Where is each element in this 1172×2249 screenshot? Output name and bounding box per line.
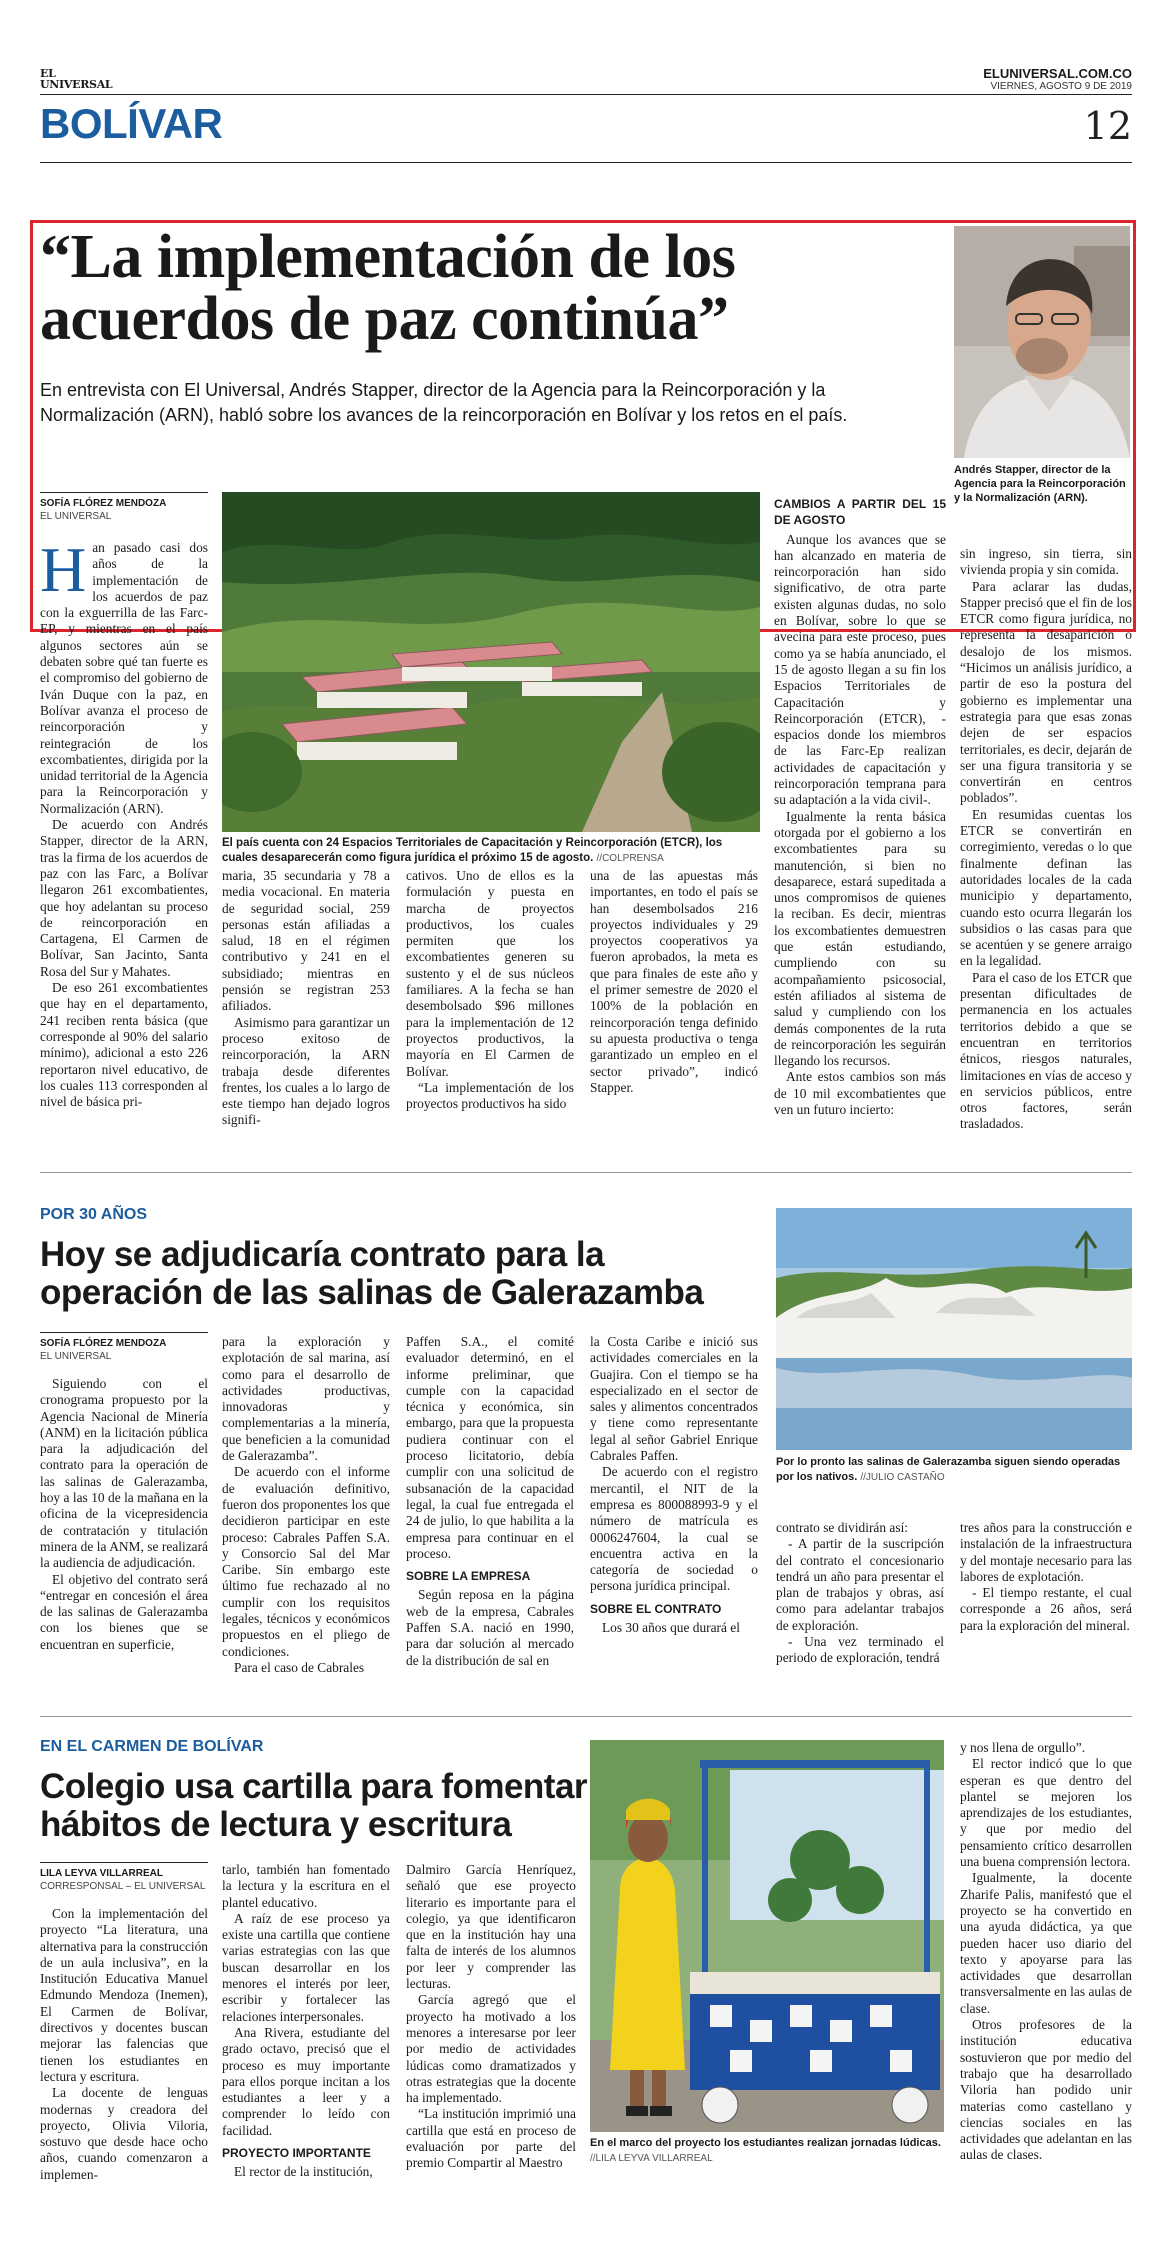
story2-outlet: EL UNIVERSAL <box>40 1351 112 1362</box>
section-rule <box>40 162 1132 163</box>
story2-column-3: Paffen S.A., el comité evaluador determinó, en el informe preliminar, que cumple con la capacidad técnica y económica, sin embargo, para que la propuesta pudiera continuar con el proceso licitatorio, debía cumplir con una solicitud de subsanación de la capacidad legal, la cual fue entregada el 24 de julio, lo que habilita a la empresa para continuar en el proceso. SOBRE LA EMPRESA Según reposa en la página web de la empresa, Cabrales Paffen S.A. nació en 1990, para dar solución al mercado de la distribución de sal en <box>406 1334 574 1668</box>
section-title: BOLÍVAR <box>40 100 223 147</box>
story3-outlet: CORRESPONSAL – EL UNIVERSAL <box>40 1881 206 1892</box>
story2-photo <box>776 1208 1132 1450</box>
story1-column-6: sin ingreso, sin tierra, sin vivienda propia y sin comida. Para aclarar las dudas, Stapper precisó que el fin de los ETCR como figura jurídica, no representa la desaparición o desalojo de los mismos. “Hicimos un análisis jurídico, a partir de eso la postura del gobierno es implementar una estrategia para que esas zonas dejen de ser espacios territoriales, es decir, dejarán de ser una figura transitoria y se convertirán en centros poblados”. En resumidas cuentas los ETCR se convertirán en corregimiento, veredas o lo que finalmente definan las autoridades locales de la cada municipio y departamento, cuando esto ocurra llegarán los subsidios o las casas para que se acentúen y se genere arraigo en la legalidad. Para el caso de los ETCR que presentan dificultades de permanencia en los actuales territorios debido a que se encuentran en territorios étnicos, riesgos naturales, limitaciones en vías de acceso y en servicios públicos, entre otros factores, serán trasladados. <box>960 546 1132 1132</box>
story2-column-1: Siguiendo con el cronograma propuesto por la Agencia Nacional de Minería (ANM) en la licitación pública para la adjudicación del contrato para la operación de las salinas de Galerazamba, hoy a las 10 de la mañana en la oficina de la vicepresidencia de contratación y titulación minera de la ANM, se realizará la audiencia de adjudicación. El objetivo del contrato será “entregar en concesión el área de las salinas de Galerazamba con los bienes que se encuentran en superficie, <box>40 1376 208 1652</box>
story3-column-2: tarlo, también han fomentado la lectura y la escritura en el plantel educativo. A raíz de ese proceso ya existe una cartilla que contiene varias estrategias con las que buscan desarrollar en los menores el interés por leer, escribir y fortalecer las relaciones interpersonales. Ana Rivera, estudiante del grado octavo, precisó que el proceso es muy importante para ellos porque incitan a los estudiantes a leer y a comprender lo leído con facilidad. PROYECTO IMPORTANTE El rector de la institución, <box>222 1862 390 2180</box>
story3-photo-caption: En el marco del proyecto los estudiantes realizan jornadas lúdicas. //LILA LEYVA VILLARREAL <box>590 2137 941 2164</box>
portrait-caption: Andrés Stapper, director de la Agencia para la Reincorporación y la Normalización (ARN). <box>954 464 1126 504</box>
story3-photo <box>590 1740 944 2132</box>
story1-column-4: una de las apuestas más importantes, en todo el país se han desembolsados 216 proyectos individuales y 29 proyectos cooperativos ya fueron aprobados, la meta es que para finales de este año y el primer semestre de 2020 el 100% de la población en reincorporación tenga definido su apuesta productiva o tenga garantizado un empleo en el sector privado”, indicó Stapper. <box>590 868 758 1095</box>
story1-column-1: H an pasado casi dos años de la implementación de los acuerdos de paz con la exguerrilla de las Farc-EP, y mientras en el país algunos sectores aún se debaten sobre qué tan fuerte es el compromiso del gobierno de Iván Duque con la paz, en Bolívar avanza el proceso de reincorporación y reintegración de los excombatientes, dirigida por la unidad territorial de la Agencia para la Reincorporación y Normalización (ARN). De acuerdo con Andrés Stapper, director de la ARN, tras la firma de los acuerdos de paz con las Farc, a Bolívar llegaron 261 excombatientes, que hoy adelantan su proceso de reincorporación en Cartagena, El Carmen de Bolívar, San Jacinto, Santa Rosa del Sur y Mahates. De eso 261 excombatientes que hay en el departamento, 241 reciben renta básica (que corresponde al 90% del salario mínimo), adicional a esto 226 reportaron nivel educativo, de los cuales 113 corresponden al nivel de básica pri- <box>40 540 208 1110</box>
story2-column-4: la Costa Caribe e inició sus actividades comerciales en la Guajira. Con el tiempo se ha especializado en el sector de sales y alimentos concentrados y tiene como representante legal al señor Gabriel Enrique Cabrales Paffen. De acuerdo con el registro mercantil, el NIT de la empresa es 800088993-9 y el número de matrícula es 0006247604, la cual se encuentra activa en la categoría de sociedad o persona jurídica principal. SOBRE EL CONTRATO Los 30 años que durará el <box>590 1334 758 1636</box>
story1-column-2: maria, 35 secundaria y 78 a media vocacional. En materia de seguridad social, 259 personas están afiliadas a salud, 18 en el régimen contributivo y 241 en el subsidiado; mientras en pensión se registran 253 afiliados. Asimismo para garantizar un proceso exitoso de reincorporación, la ARN trabaja desde diferentes frentes, los cuales a lo largo de este tiempo han dejado logros signifi- <box>222 868 390 1128</box>
story-divider <box>40 1172 1132 1173</box>
story1-photo-credit: //COLPRENSA <box>596 853 664 864</box>
issue-date: VIERNES, AGOSTO 9 DE 2019 <box>990 81 1132 92</box>
story1-column-3: cativos. Uno de ellos es la formulación y puesta en marcha de proyectos productivos, los cuales permiten que los excombatientes generen su sustento y el de sus núcleos familiares. A la fecha se han desembolsado $96 millones para la implementación de 12 proyectos productivos, la mayoría en El Carmen de Bolívar. “La implementación de los proyectos productivos ha sido <box>406 868 574 1112</box>
story3-headline: Colegio usa cartilla para fomentar hábitos de lectura y escritura <box>40 1767 588 1844</box>
story2-kicker: POR 30 AÑOS <box>40 1206 147 1223</box>
masthead-rule <box>40 94 1132 95</box>
story1-subhead: CAMBIOS A PARTIR DEL 15 DE AGOSTO <box>774 497 946 528</box>
story3-byline <box>40 1862 208 1893</box>
page-number: 12 <box>1083 104 1132 148</box>
story2-photo-caption: Por lo pronto las salinas de Galerazamba siguen siendo operadas por los nativos. //JULIO CASTAÑO <box>776 1456 1121 1483</box>
story1-column-5: CAMBIOS A PARTIR DEL 15 DE AGOSTO Aunque los avances que se han alcanzado en materia de reincorporación han sido significativo, de otra parte existen algunas dudas, no solo en Bolívar, sobre lo que se avecina para este proceso, pues como ya se había anunciado, el 15 de agosto llegan a su fin los Espacios Territoriales de Capacitación y Reincorporación (ETCR), -espacios donde los miembros de las Farc-Ep realizan actividades de capacitación y reincorporación temprana para su adaptación a la vida civil-. Igualmente la renta básica otorgada por el gobierno a los excombatientes para su manutención, si bien no desaparece, estará supeditada a unos compromisos de quienes la reciban. Es decir, mientras los excombatientes demuestren que están estudiando, cumpliendo con su acompañamiento psicosocial, estén afiliados al sistema de salud y cumpliendo con los demás componentes de la ruta de reincorporación les seguirán llegando los recursos. Ante estos cambios son más de 10 mil excombatientes que ven un futuro incierto: <box>774 497 946 1117</box>
drop-cap: H <box>40 540 87 605</box>
story1-headline: “La implementación de los acuerdos de paz continúa” <box>40 223 736 353</box>
story3-subhead: PROYECTO IMPORTANTE <box>222 2146 371 2161</box>
story1-author: SOFÍA FLÓREZ MENDOZA <box>40 492 208 510</box>
portrait-photo <box>954 226 1130 458</box>
story2-column-2: para la exploración y explotación de sal marina, así como para el desarrollo de actividades productivas, innovadoras y complementarias a la minería, que beneficien a la comunidad de Galerazamba”. De acuerdo con el informe de evaluación definitivo, fueron dos proponentes los que decidieron participar en este proceso: Cabrales Paffen S.A. y Consorcio Sal del Mar Caribe. Sin embargo este último fue rechazado al no cumplir con los requisitos legales, técnicos y económicos propuestos en el pliego de condiciones. Para el caso de Cabrales <box>222 1334 390 1675</box>
story1-photo-caption: El país cuenta con 24 Espacios Territoriales de Capacitación y Reincorporación (ETCR), los cuales desaparecerán como figura jurídica el próximo 15 de agosto. //COLPRENSA <box>222 837 723 864</box>
story1-byline <box>40 492 208 523</box>
site-url: ELUNIVERSAL.COM.CO <box>983 66 1132 81</box>
story3-kicker: EN EL CARMEN DE BOLÍVAR <box>40 1738 264 1755</box>
story3-author: LILA LEYVA VILLARREAL <box>40 1862 208 1880</box>
story2-author: SOFÍA FLÓREZ MENDOZA <box>40 1332 208 1350</box>
story2-photo-credit: //JULIO CASTAÑO <box>860 1472 945 1483</box>
story1-outlet: EL UNIVERSAL <box>40 511 112 522</box>
story1-photo <box>222 492 760 832</box>
story2-subhead-company: SOBRE LA EMPRESA <box>406 1569 531 1584</box>
site-and-date <box>983 66 1132 92</box>
story-divider-2 <box>40 1716 1132 1717</box>
story2-subhead-contract: SOBRE EL CONTRATO <box>590 1601 722 1616</box>
story3-column-3: Dalmiro García Henríquez, señaló que ese proyecto literario es importante para el colegio, ya que identificaron que en la institución hay una falta de interés de los alumnos por leer y comprender las lecturas. García agregó que el proyecto ha motivado a los menores a interesarse por leer por medio de actividades lúdicas como dramatizados y otras estrategias que la docente ha implementado. “La institución imprimió una cartilla que está en proceso de evaluación por parte del premio Compartir al Maestro <box>406 1862 576 2171</box>
story2-column-6: tres años para la construcción e instalación de la infraestructura y del montaje necesario para las labores de explotación. - El tiempo restante, el cual corresponde a 26 años, será para la exploración del mineral. <box>960 1520 1132 1633</box>
newspaper-logo: EL UNIVERSAL <box>40 67 113 91</box>
story1-lead: En entrevista con El Universal, Andrés Stapper, director de la Agencia para la Reincorporación y la Normalización (ARN), habló sobre los avances de la reincorporación en Bolívar y los retos en el país. <box>40 380 848 425</box>
story3-column-4: y nos llena de orgullo”. El rector indicó que lo que esperan es que dentro del plantel se mejoren los aprendizajes de los estudiantes, y que por medio del pensamiento crítico desarrollen una buena comprensión lectora. Igualmente, la docente Zharife Palis, manifestó que el proyecto se ha convertido en una ayuda didáctica, ya que pueden hacer uso diario del texto y apoyarse para las actividades que desarrollan transversalmente en las aulas de clase. Otros profesores de la institución educativa sostuvieron que por medio del trabajo que ha desarrollado Viloria han podido unir materias como castellano y ciencias sociales en las actividades que adelantan en las aulas de clases. <box>960 1740 1132 2163</box>
story3-photo-credit: //LILA LEYVA VILLARREAL <box>590 2153 713 2164</box>
story2-headline: Hoy se adjudicaría contrato para la operación de las salinas de Galerazamba <box>40 1235 704 1312</box>
story2-byline <box>40 1332 208 1363</box>
story2-column-5: contrato se dividirán así: - A partir de la suscripción del contrato el concesionario tendrá un año para presentar el plan de trabajos y obras, así como para adelantar trabajos de exploración. - Una vez terminado el periodo de exploración, tendrá <box>776 1520 944 1666</box>
story3-column-1: Con la implementación del proyecto “La literatura, una alternativa para la construcción de un aula inclusiva”, en la Institución Educativa Manuel Edmundo Mendoza (Inemen), El Carmen de Bolívar, directivos y docentes buscan mejorar las falencias que tienen los estudiantes en lectura y escritura. La docente de lenguas modernas y creadora del proyecto, Olivia Viloria, sostuvo que desde hace ocho años, cuando comenzaron a implemen- <box>40 1906 208 2182</box>
